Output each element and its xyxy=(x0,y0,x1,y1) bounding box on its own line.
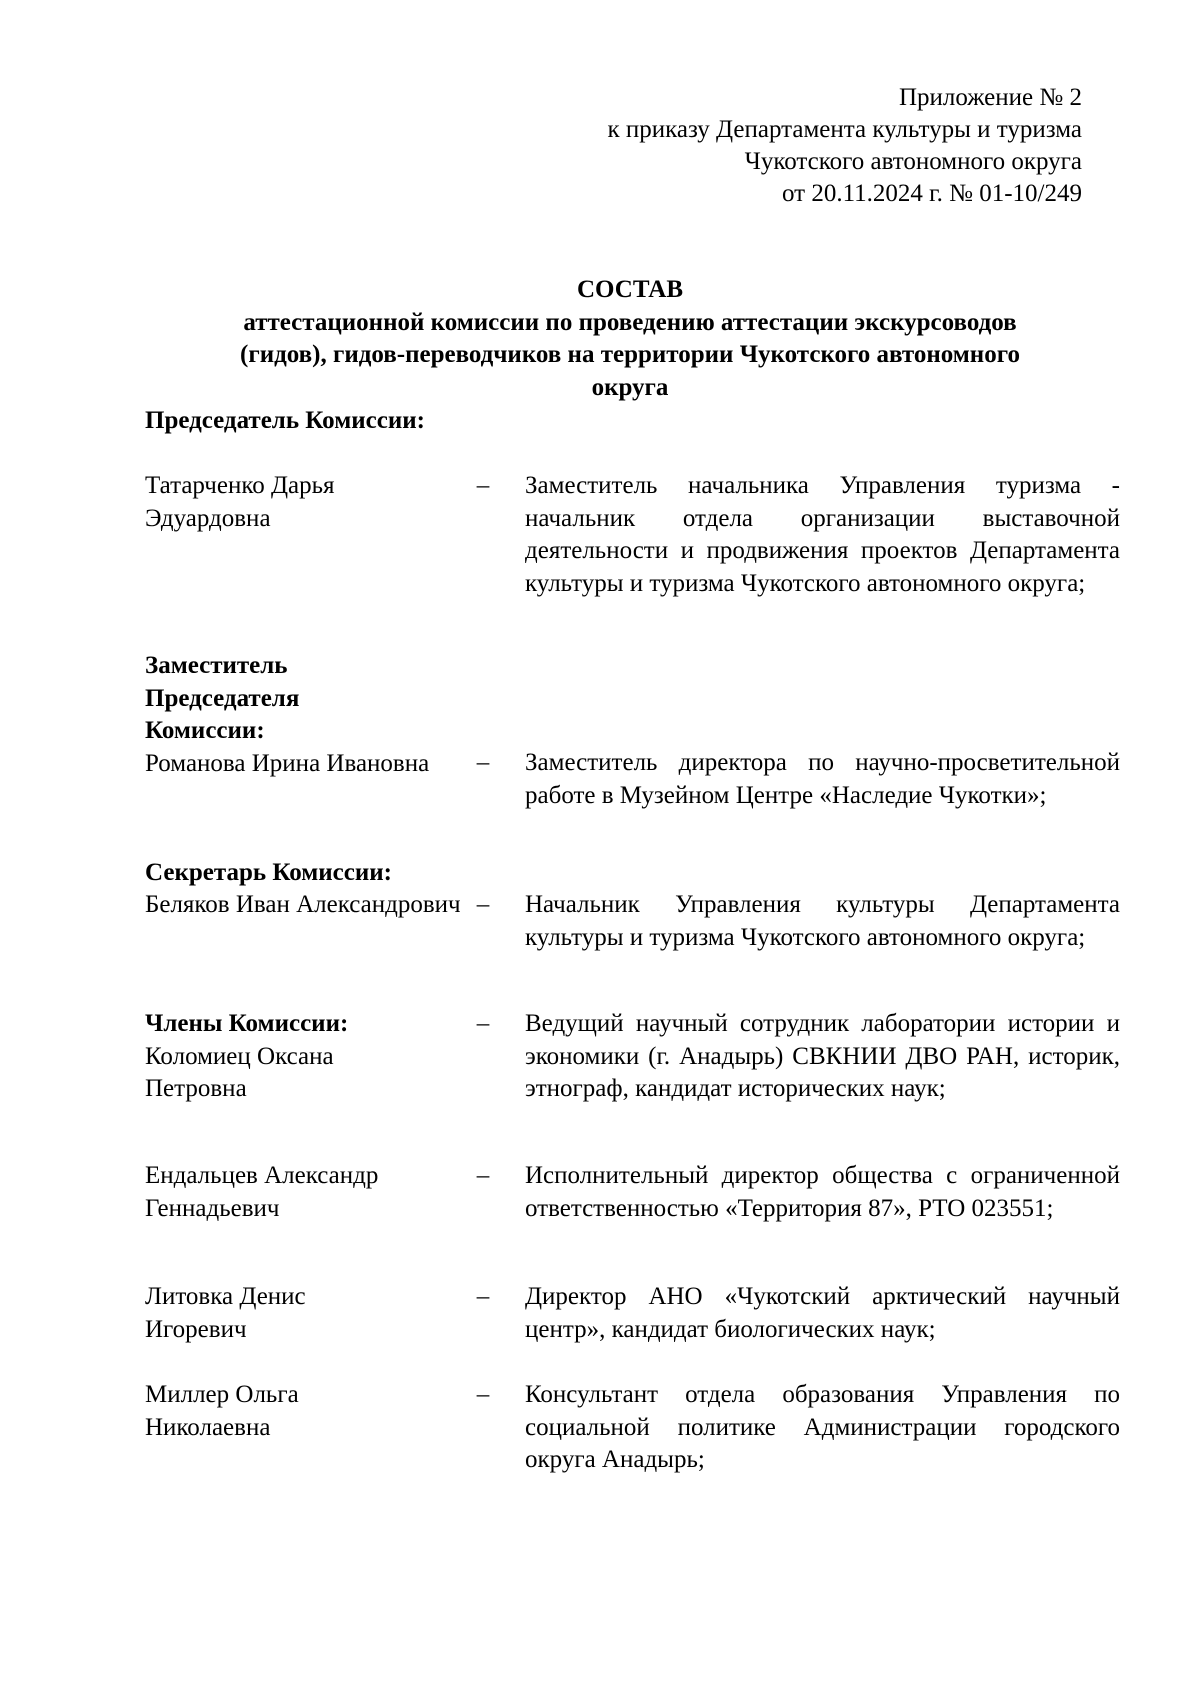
member-name: Миллер Ольга Николаевна xyxy=(145,1381,299,1441)
member-position: Исполнительный директор общества с ограниченной ответственностью «Территория 87», РТО 023551; xyxy=(525,1162,1120,1222)
member-position: Заместитель начальника Управления туризма - начальник отдела организации выставочной деятельности и продвижения проектов Департамента культуры и туризма Чукотского автономного округа; xyxy=(525,472,1120,597)
title-subtitle-line-2: (гидов), гидов-переводчиков на территории Чукотского автономного xyxy=(240,341,1020,368)
appendix-line-1: Приложение № 2 xyxy=(898,84,1082,111)
member-name: Ендальцев Александр Геннадьевич xyxy=(145,1162,379,1222)
chairman-heading: Председатель Комиссии: xyxy=(145,407,425,434)
dash-separator: – xyxy=(476,749,490,776)
members-heading: Члены Комиссии: xyxy=(145,1010,349,1037)
dash-separator: – xyxy=(476,1283,490,1310)
member-position: Заместитель директора по научно-просветительной работе в Музейном Центре «Наследие Чукотки»; xyxy=(525,749,1120,809)
member-position: Начальник Управления культуры Департамента культуры и туризма Чукотского автономного округа; xyxy=(525,891,1120,951)
appendix-line-2: к приказу Департамента культуры и туризма xyxy=(607,116,1082,143)
dash-separator: – xyxy=(476,1162,490,1189)
member-name: Литовка Денис Игоревич xyxy=(145,1283,306,1343)
dash-separator: – xyxy=(476,472,490,499)
title-subtitle-line-1: аттестационной комиссии по проведению аттестации экскурсоводов xyxy=(243,308,1017,336)
appendix-line-4: от 20.11.2024 г. № 01-10/249 xyxy=(782,180,1082,207)
member-name: Коломиец Оксана Петровна xyxy=(145,1042,334,1102)
member-position: Ведущий научный сотрудник лаборатории истории и экономики (г. Анадырь) СВКНИИ ДВО РАН, историк, этнограф, кандидат исторических наук; xyxy=(525,1010,1120,1102)
document-title xyxy=(145,274,1115,404)
dash-separator: – xyxy=(476,1010,490,1037)
member-name: Романова Ирина Ивановна xyxy=(145,749,430,777)
title-subtitle-line-3: округа xyxy=(591,373,669,401)
dash-separator: – xyxy=(476,891,490,918)
members-block xyxy=(145,1008,465,1106)
member-name: Татарченко Дарья Эдуардовна xyxy=(145,472,335,532)
deputy-heading: Заместитель Председателя Комиссии: xyxy=(145,652,300,744)
member-position: Директор АНО «Чукотский арктический научный центр», кандидат биологических наук; xyxy=(525,1283,1120,1343)
appendix-line-3: Чукотского автономного округа xyxy=(744,148,1082,175)
member-position: Консультант отдела образования Управления по социальной политике Администрации городского округа Анадырь; xyxy=(525,1381,1120,1473)
dash-separator: – xyxy=(476,1381,490,1408)
member-name: Беляков Иван Александрович xyxy=(145,891,461,918)
deputy-block xyxy=(145,650,430,780)
title-main: СОСТАВ xyxy=(576,276,684,303)
secretary-heading: Секретарь Комиссии: xyxy=(145,859,392,886)
appendix-header xyxy=(382,82,1082,210)
